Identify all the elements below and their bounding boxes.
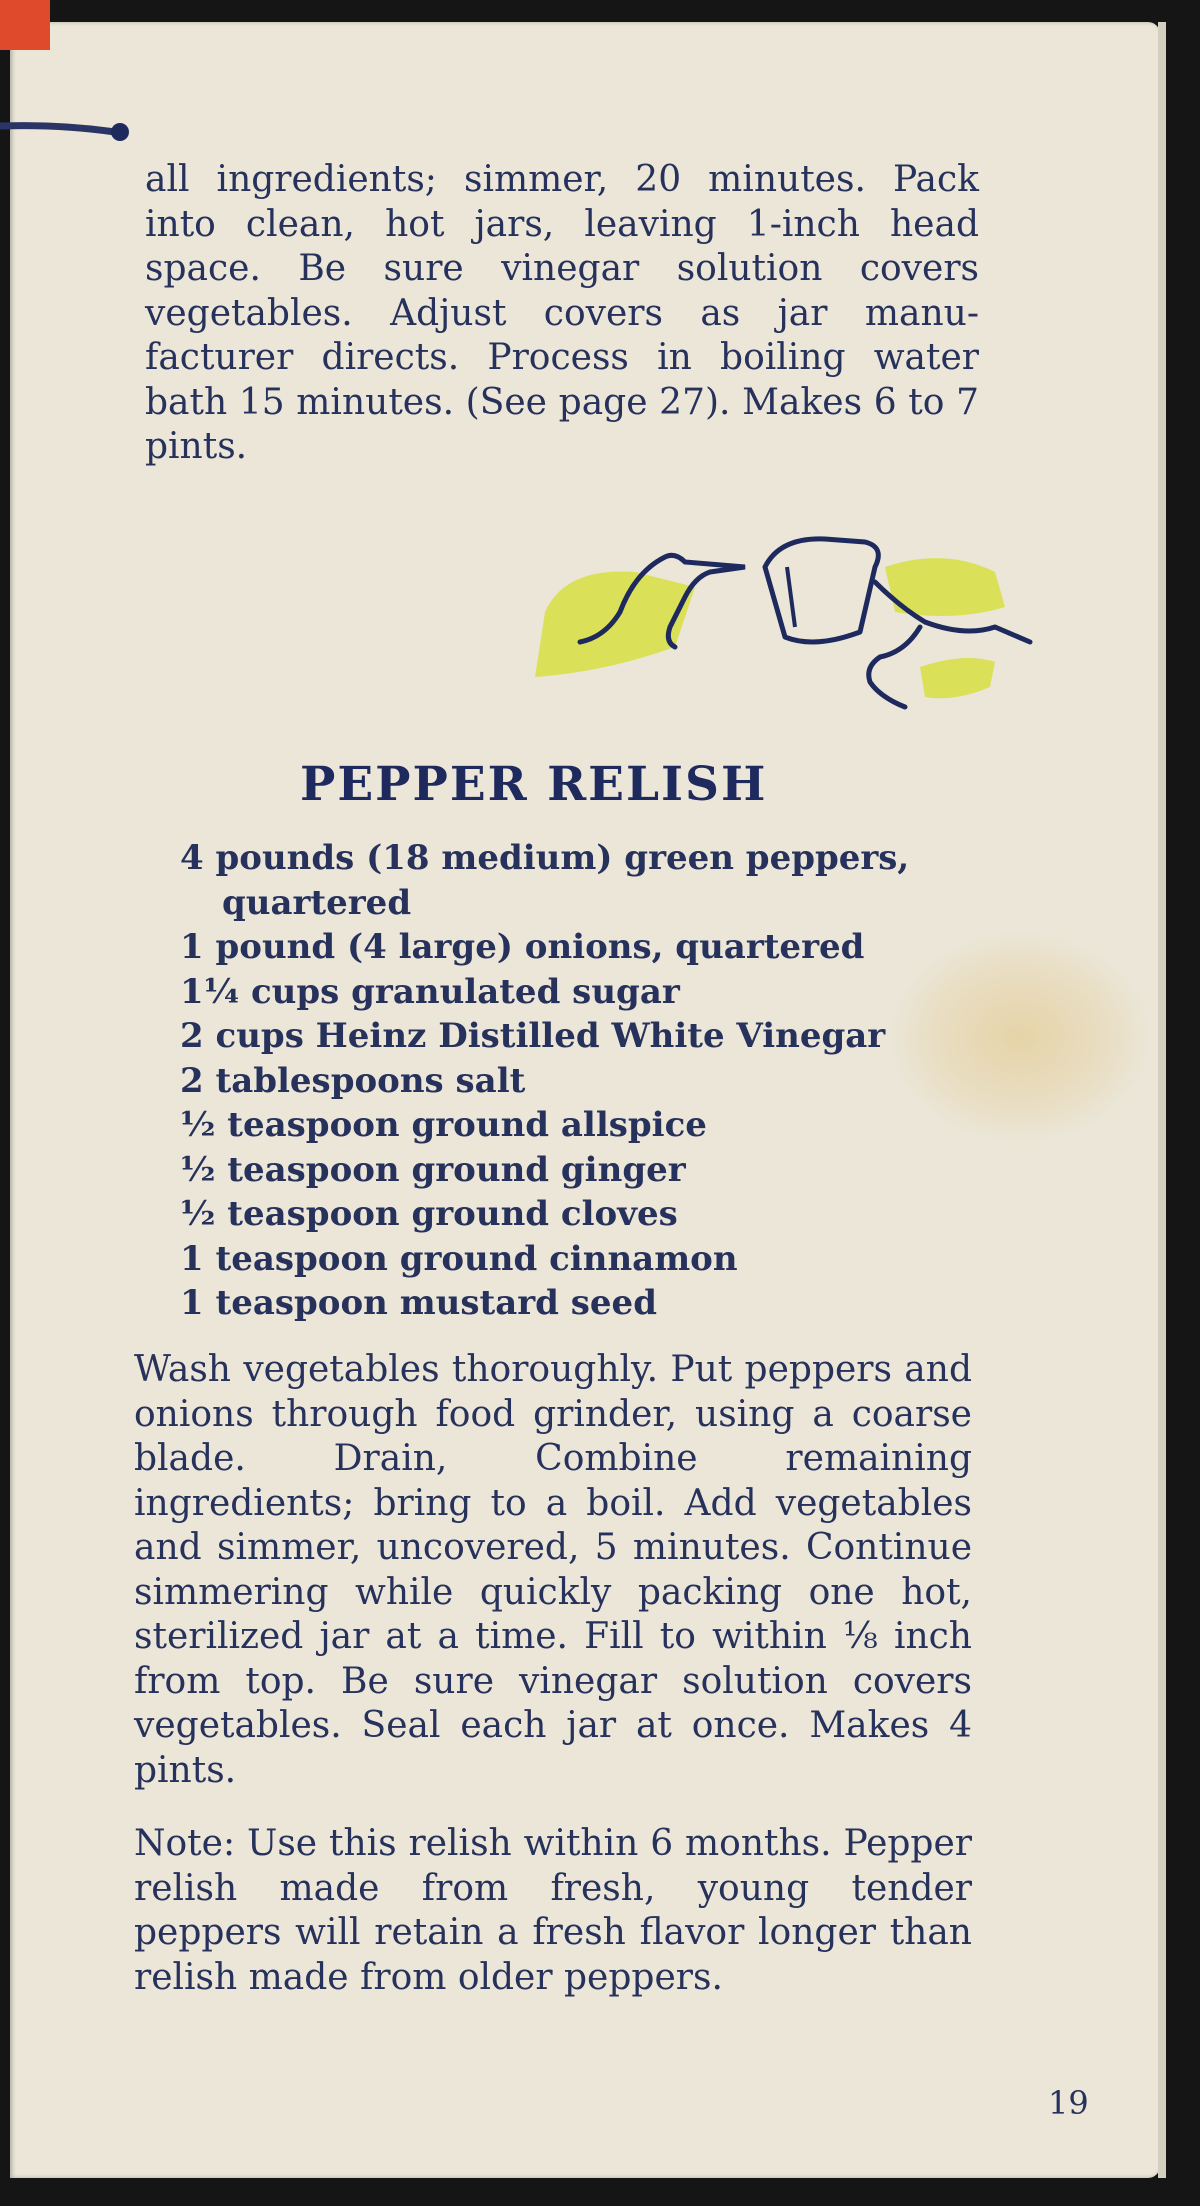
directions-paragraph: Wash vegetables thoroughly. Put peppers and onions through food grinder, using a coarse blade. Drain, Combine remaining ingredients; bring to a boil. Add vegetables and simmer, uncovered, 5 minutes. Continue simmering while quickly packing one hot, sterilized jar at a time. Fill to within ⅛ inch from top. Be sure vinegar solution covers vegetables. Seal each jar at once. Makes 4 pints. [134,1349,972,1791]
note-paragraph: Note: Use this relish within 6 months. Pepper relish made from fresh, young tender peppers will retain a fresh flavor longer than relish made from older peppers. [134,1823,972,1998]
ingredient-item: 1¼ cups granulated sugar [180,971,680,1012]
ingredient-list [180,836,1000,1326]
recipe-title: PEPPER RELISH [300,757,768,812]
page-number: 19 [1048,2084,1089,2122]
binding-string [0,116,140,146]
henry-ford-logo [0,0,50,50]
ingredient-item: 2 tablespoons salt [180,1060,526,1101]
intro-paragraph: all ingredients; simmer, 20 minutes. Pack into clean, hot jars, leaving 1-inch head space. Be sure vinegar solution covers vegetables. Adjust covers as jar manufacturer directs. Process in boiling water bath 15 minutes. (See page 27). Makes 6 to 7 pints. [145,159,979,467]
jar-illustration [525,527,1035,717]
ingredient-item: 2 cups Heinz Distilled White Vinegar [180,1016,886,1056]
ingredient-item: quartered [222,882,412,923]
ingredient-item: 1 pound (4 large) onions, quartered [180,927,865,967]
ingredient-item: 4 pounds (18 medium) green peppers, [180,838,910,878]
ingredient-item: ½ teaspoon ground ginger [180,1149,686,1190]
ingredient-item: ½ teaspoon ground allspice [180,1105,707,1145]
book-page [10,22,1160,2178]
ingredient-item: ½ teaspoon ground cloves [180,1194,678,1234]
ingredient-item: 1 teaspoon mustard seed [180,1283,657,1323]
ingredient-item: 1 teaspoon ground cinnamon [180,1238,738,1279]
page-edge [1158,22,1166,2178]
